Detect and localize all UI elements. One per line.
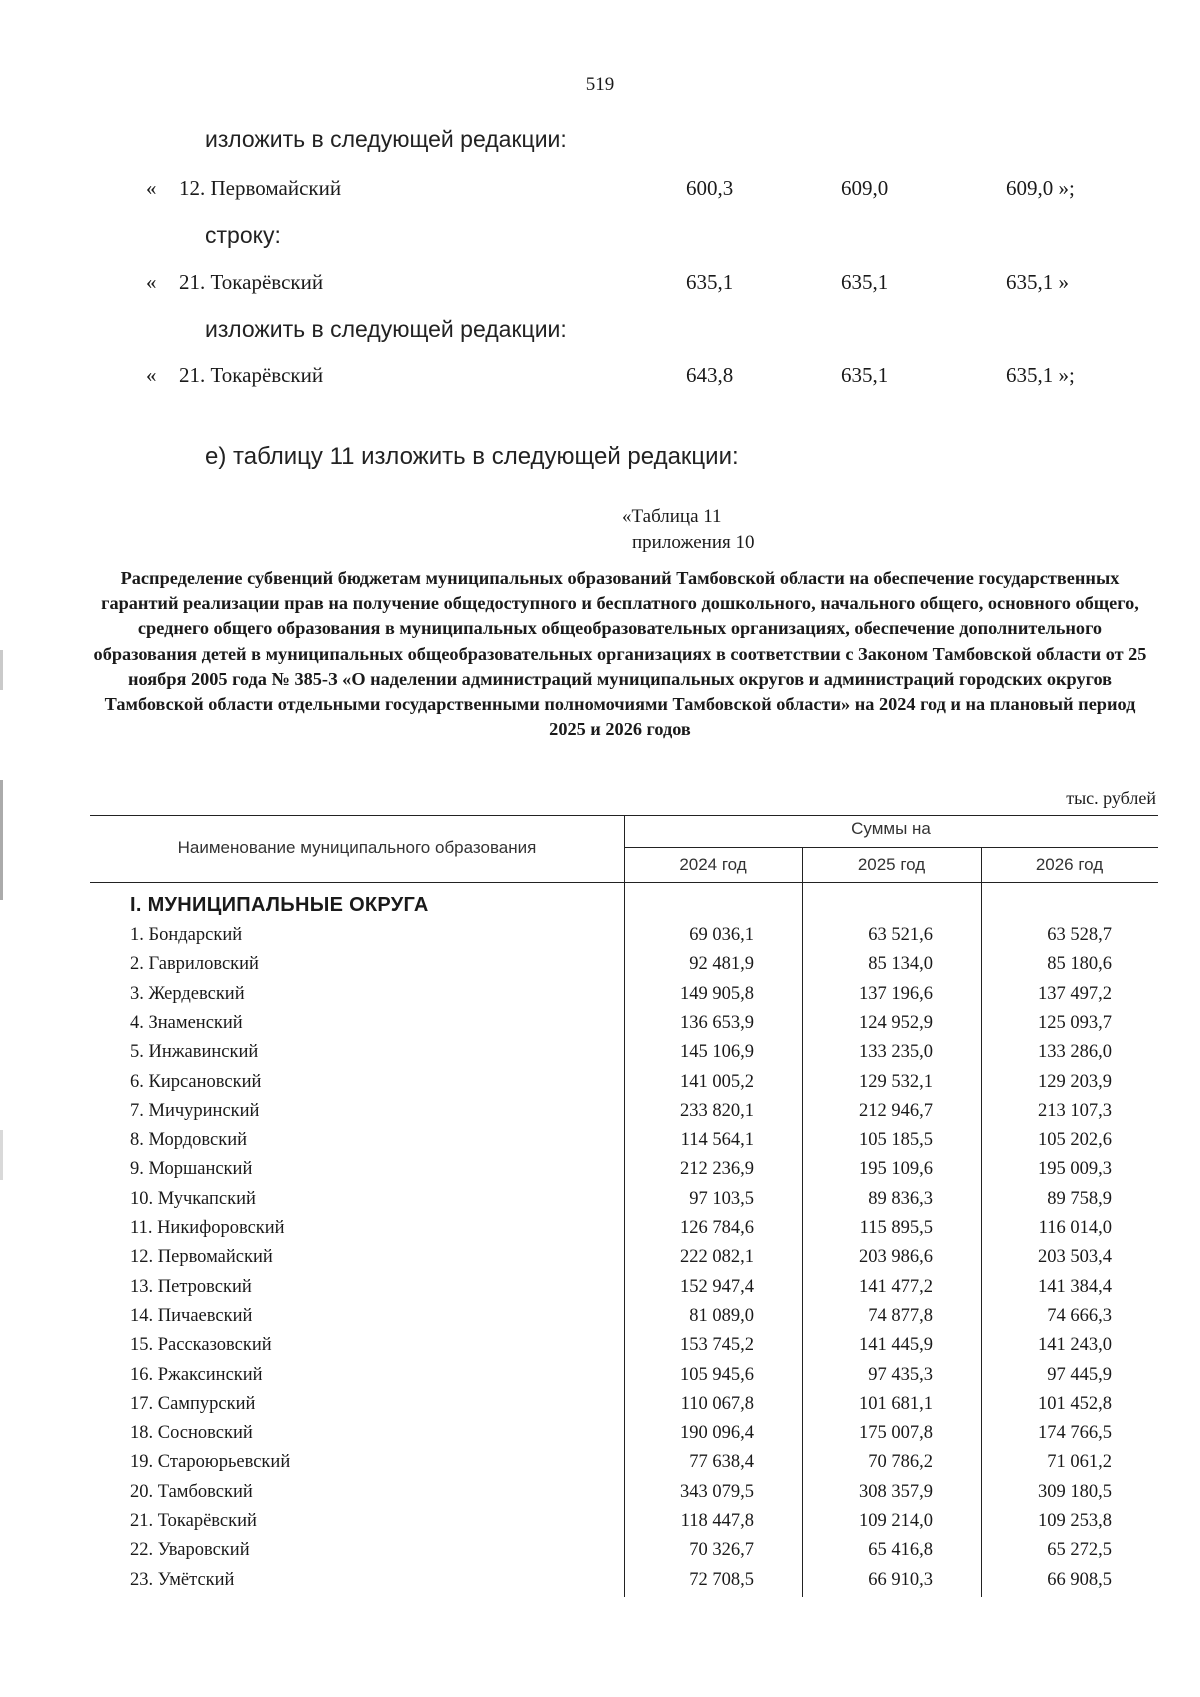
district-name-cell: 17. Сампурский [130,1393,256,1414]
value-2026-cell: 125 093,7 [1038,1012,1112,1033]
district-name-cell: 10. Мучкапский [130,1188,256,1209]
table-row [0,1421,1200,1450]
table-row [0,1099,1200,1128]
value-2025-cell: 101 681,1 [859,1393,933,1414]
scan-artifact [0,650,3,690]
value-2026: 609,0 »; [1006,176,1075,200]
value-2025-cell: 141 477,2 [859,1276,933,1297]
value-2024-cell: 69 036,1 [689,925,754,945]
table-row [0,1187,1200,1216]
value-2026-cell: 141 384,4 [1038,1276,1112,1297]
instruction-text: изложить в следующей редакции: [205,316,567,342]
district-name-cell: 18. Сосновский [130,1423,253,1444]
value-2024-cell: 77 638,4 [689,1452,754,1473]
value-2026-cell: 85 180,6 [1047,954,1112,975]
value-2025-cell: 115 895,5 [859,1218,933,1238]
district-name-cell: 9. Моршанский [130,1159,253,1180]
table-row [0,1245,1200,1274]
district-name-cell: 16. Ржаксинский [130,1364,263,1385]
table-row [0,1157,1200,1186]
quote-open: « [146,363,157,387]
value-2025-cell: 141 445,9 [859,1335,933,1356]
value-2025-cell: 97 435,3 [868,1364,933,1385]
value-2026-cell: 101 452,8 [1038,1393,1112,1414]
value-2024-cell: 212 236,9 [680,1159,754,1180]
value-2026-cell: 109 253,8 [1038,1511,1112,1531]
value-2026-cell: 213 107,3 [1038,1100,1112,1121]
table-row [0,1128,1200,1157]
table-row [0,952,1200,981]
value-2024-cell: 81 089,0 [689,1305,754,1326]
value-2025: 609,0 [841,176,889,200]
district-name-cell: 15. Рассказовский [130,1335,272,1356]
district-name-cell: 21. Токарёвский [130,1511,257,1531]
value-2025-cell: 175 007,8 [859,1423,933,1444]
amended-row [146,176,1126,204]
value-2025-cell: 89 836,3 [868,1188,933,1209]
value-2025-cell: 203 986,6 [859,1247,933,1268]
district-name-cell: 6. Кирсановский [130,1071,262,1092]
value-2024-cell: 70 326,7 [689,1540,754,1561]
district-name-cell: 4. Знаменский [130,1012,243,1033]
value-2024-cell: 105 945,6 [680,1364,754,1385]
value-2026-cell: 203 503,4 [1038,1247,1112,1268]
table-row [0,1509,1200,1538]
units-label: тыс. рублей [1066,788,1156,808]
table-row [0,1216,1200,1245]
district-name-cell: 14. Пичаевский [130,1305,253,1326]
section-title: I. МУНИЦИПАЛЬНЫЕ ОКРУГА [130,894,429,916]
header-divider [624,847,1158,848]
scan-artifact [0,780,3,900]
value-2026-cell: 71 061,2 [1047,1452,1112,1473]
value-2024: 635,1 [686,270,734,294]
table-row [0,1450,1200,1479]
column-header-name: Наименование муниципального образования [177,838,537,857]
table-row [0,1480,1200,1509]
value-2026-cell: 105 202,6 [1038,1130,1112,1151]
table-row [0,1538,1200,1567]
value-2026-cell: 116 014,0 [1038,1218,1112,1238]
value-2026-cell: 129 203,9 [1038,1071,1112,1092]
value-2025-cell: 66 910,3 [868,1569,933,1590]
value-2024-cell: 110 067,8 [680,1393,754,1414]
column-header-2025: 2025 год [857,855,926,874]
instruction-text: е) таблицу 11 изложить в следующей редакции: [205,443,739,470]
value-2026-cell: 63 528,7 [1047,925,1112,945]
value-2026-cell: 65 272,5 [1047,1540,1112,1561]
amended-row [146,363,1126,391]
value-2025-cell: 63 521,6 [868,925,933,945]
instruction-text: изложить в следующей редакции: [205,126,567,152]
district-name-cell: 7. Мичуринский [130,1100,260,1121]
value-2026: 635,1 » [1006,270,1069,294]
value-2024: 600,3 [686,176,734,200]
value-2025-cell: 109 214,0 [859,1511,933,1531]
district-name: 21. Токарёвский [179,363,324,387]
value-2024-cell: 145 106,9 [680,1042,754,1063]
value-2024-cell: 92 481,9 [689,954,754,975]
district-name-cell: 22. Уваровский [130,1540,250,1561]
table-row [0,1363,1200,1392]
table-row [0,1392,1200,1421]
value-2024-cell: 141 005,2 [680,1071,754,1092]
table-row [0,1040,1200,1069]
value-2025-cell: 195 109,6 [859,1159,933,1180]
column-header-sums: Суммы на [851,819,931,838]
value-2026-cell: 195 009,3 [1038,1159,1112,1180]
table-row [0,1304,1200,1333]
table-row [0,923,1200,952]
table-row [0,982,1200,1011]
value-2025: 635,1 [841,363,889,387]
value-2024-cell: 233 820,1 [680,1100,754,1121]
district-name-cell: 8. Мордовский [130,1130,248,1151]
district-name-cell: 12. Первомайский [130,1247,273,1268]
value-2024-cell: 136 653,9 [680,1012,754,1033]
district-name-cell: 13. Петровский [130,1276,252,1297]
district-name-cell: 20. Тамбовский [130,1481,253,1502]
value-2025: 635,1 [841,270,889,294]
value-2024: 643,8 [686,363,734,387]
value-2024-cell: 152 947,4 [680,1276,754,1297]
column-header-2026: 2026 год [1035,855,1104,874]
table-caption: «Таблица 11 [622,506,722,527]
value-2026-cell: 137 497,2 [1038,983,1112,1004]
table-row [0,1568,1200,1597]
value-2025-cell: 212 946,7 [859,1100,933,1121]
value-2024-cell: 222 082,1 [680,1247,754,1268]
value-2024-cell: 72 708,5 [689,1569,754,1590]
value-2025-cell: 129 532,1 [859,1071,933,1092]
instruction-text: строку: [205,222,281,248]
value-2026-cell: 74 666,3 [1047,1305,1112,1326]
value-2026-cell: 133 286,0 [1038,1042,1112,1063]
value-2025-cell: 70 786,2 [868,1452,933,1473]
value-2024-cell: 343 079,5 [680,1481,754,1502]
table-heading: Распределение субвенций бюджетам муниципальных образований Тамбовской области на обеспечение государственных гарантий реализации прав на получение общедоступного и бесплатного дошкольного, начального общего, основного общего, среднего общего образования в муниципальных общеобразовательных организациях, обеспечение дополнительного образования детей в муниципальных общеобразовательных организациях в соответствии с Законом Тамбовской области от 25 ноября 2005 года № 385-З «О наделении администраций муниципальных округов и администраций городских округов Тамбовской области отдельными государственными полномочиями Тамбовской области» на 2024 год и на плановый период 2025 и 2026 годов [93,568,1147,740]
value-2025-cell: 65 416,8 [868,1540,933,1561]
page-number: 519 [585,74,615,95]
value-2025-cell: 137 196,6 [859,983,933,1004]
quote-open: « [146,176,157,200]
value-2026-cell: 66 908,5 [1047,1569,1112,1590]
value-2024-cell: 97 103,5 [689,1188,754,1209]
district-name: 12. Первомайский [179,176,342,200]
value-2026-cell: 97 445,9 [1047,1364,1112,1385]
value-2025-cell: 308 357,9 [859,1481,933,1502]
value-2026: 635,1 »; [1006,363,1075,387]
value-2025-cell: 105 185,5 [859,1130,933,1151]
value-2026-cell: 141 243,0 [1038,1335,1112,1356]
district-name-cell: 3. Жердевский [130,983,245,1004]
value-2024-cell: 190 096,4 [680,1423,754,1444]
value-2025-cell: 124 952,9 [859,1012,933,1033]
table-row [0,1333,1200,1362]
district-name-cell: 19. Староюрьевский [130,1452,291,1473]
original-row [146,270,1126,298]
district-name: 21. Токарёвский [179,270,324,294]
value-2026-cell: 309 180,5 [1038,1481,1112,1502]
value-2024-cell: 153 745,2 [680,1335,754,1356]
value-2024-cell: 118 447,8 [680,1511,754,1531]
value-2024-cell: 114 564,1 [680,1130,754,1151]
value-2026-cell: 174 766,5 [1038,1423,1112,1444]
table-row [0,1070,1200,1099]
district-name-cell: 1. Бондарский [130,925,243,945]
value-2025-cell: 133 235,0 [859,1042,933,1063]
district-name-cell: 23. Умётский [130,1569,235,1590]
value-2025-cell: 85 134,0 [868,954,933,975]
table-row [0,1275,1200,1304]
district-name-cell: 11. Никифоровский [130,1218,285,1238]
district-name-cell: 2. Гавриловский [130,954,259,975]
table-row [0,1011,1200,1040]
table-caption-sub: приложения 10 [632,532,755,553]
quote-open: « [146,270,157,294]
value-2024-cell: 149 905,8 [680,983,754,1004]
value-2024-cell: 126 784,6 [680,1218,754,1238]
value-2026-cell: 89 758,9 [1047,1188,1112,1209]
value-2025-cell: 74 877,8 [868,1305,933,1326]
column-header-2024: 2024 год [679,855,747,874]
district-name-cell: 5. Инжавинский [130,1042,259,1063]
